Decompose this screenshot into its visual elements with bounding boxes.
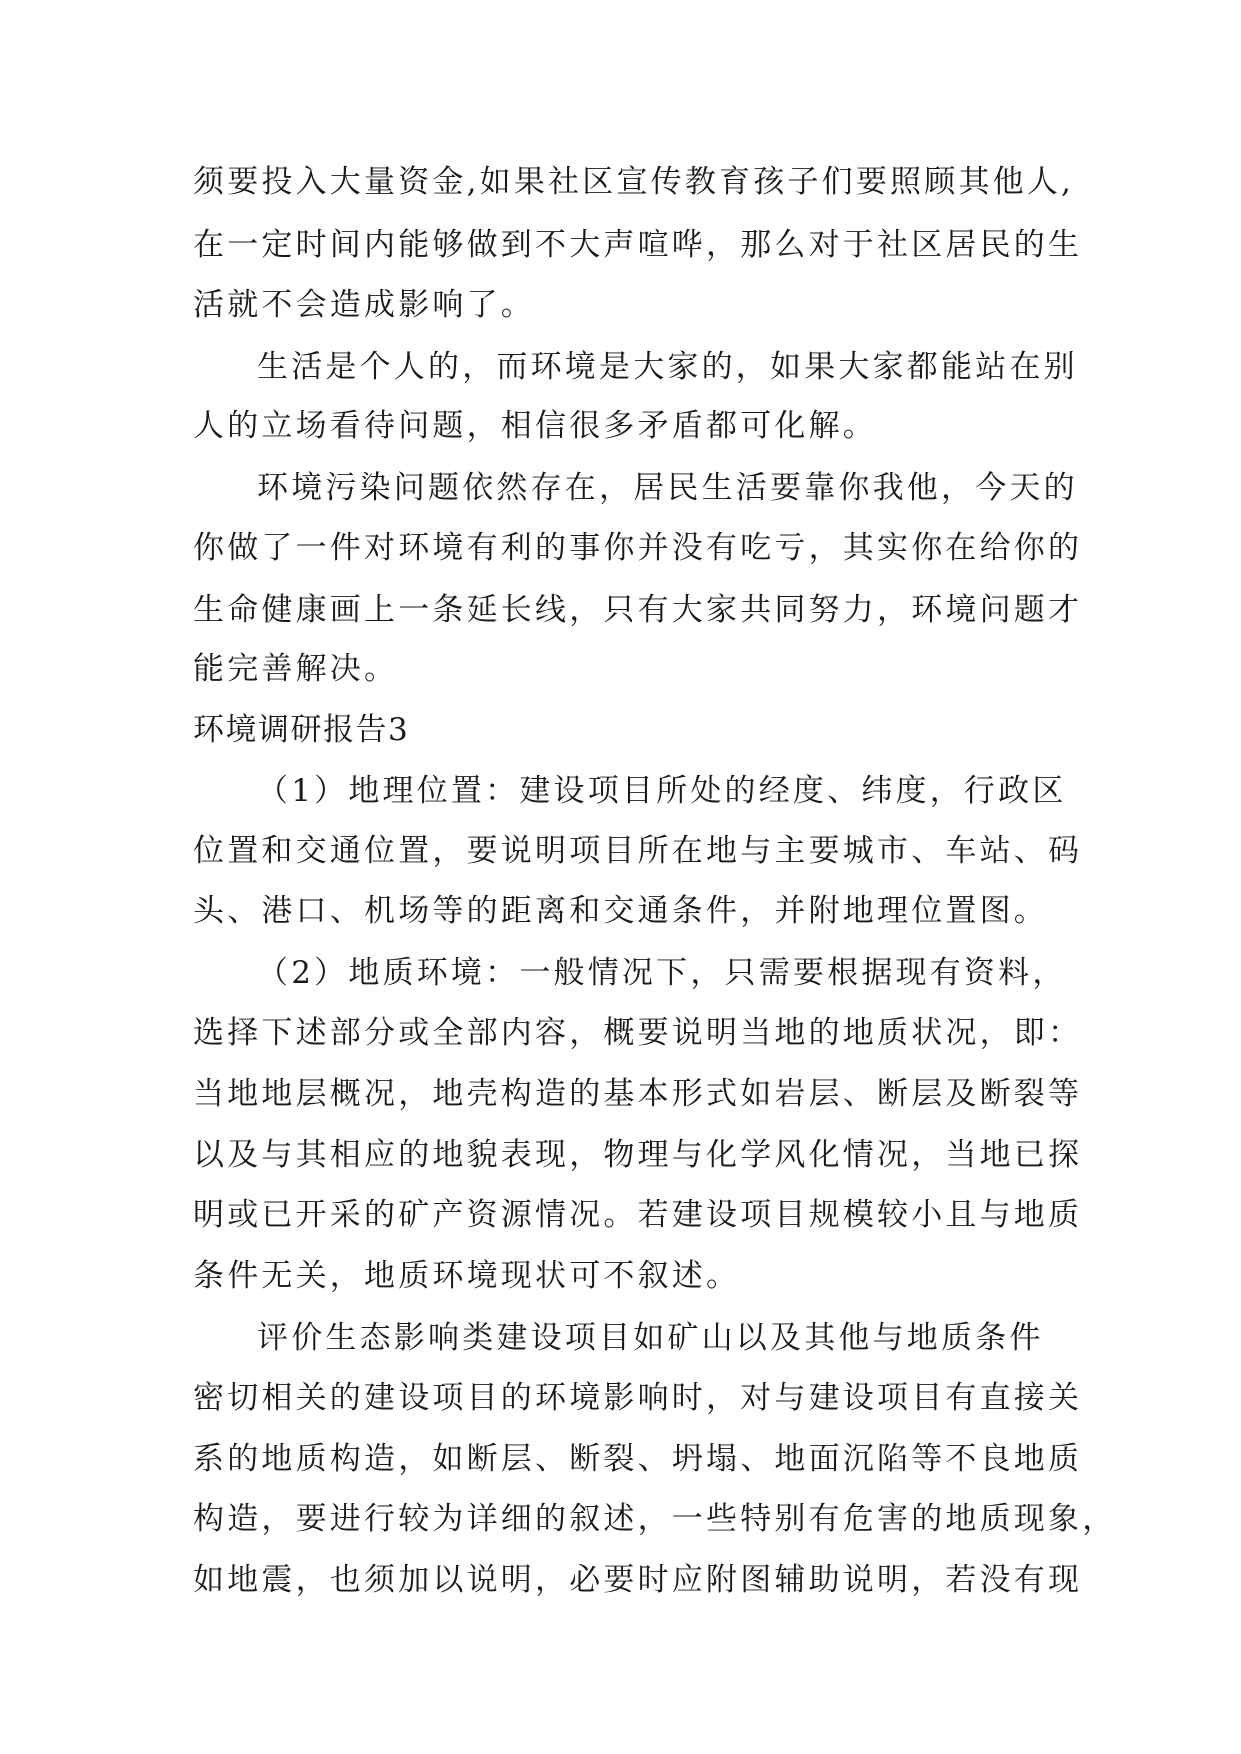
paragraph-first-line: 环境污染问题依然存在，居民生活要靠你我他，今天的 — [257, 470, 1078, 506]
text-line: 如地震，也须加以说明，必要时应附图辅助说明，若没有现 — [193, 1562, 1083, 1598]
text-line: 生命健康画上一条延长线，只有大家共同努力，环境问题才 — [193, 592, 1083, 628]
text-line: 在一定时间内能够做到不大声喧哗，那么对于社区居民的生 — [193, 227, 1083, 263]
text-line: 能完善解决。 — [193, 651, 399, 687]
text-line: 密切相关的建设项目的环境影响时，对与建设项目有直接关 — [193, 1380, 1083, 1416]
text-line: 人的立场看待问题，相信很多矛盾都可化解。 — [193, 408, 877, 444]
text-line: 你做了一件对环境有利的事你并没有吃亏，其实你在给你的 — [193, 530, 1083, 566]
text-line: 明或已开采的矿产资源情况。若建设项目规模较小且与地质 — [193, 1197, 1083, 1233]
text-line: 当地地层概况，地壳构造的基本形式如岩层、断层及断裂等 — [193, 1076, 1083, 1112]
text-line: 构造，要进行较为详细的叙述，一些特别有危害的地质现象， — [193, 1501, 1117, 1537]
text-line: 条件无关，地质环境现状可不叙述。 — [193, 1258, 741, 1294]
paragraph-first-line: 生活是个人的，而环境是大家的，如果大家都能站在别 — [257, 349, 1078, 385]
section-heading: 环境调研报告3 — [193, 712, 410, 748]
paragraph-first-line: 评价生态影响类建设项目如矿山以及其他与地质条件 — [257, 1320, 1044, 1356]
text-line: 活就不会造成影响了。 — [193, 287, 535, 323]
paragraph-first-line: （1）地理位置：建设项目所处的经度、纬度，行政区 — [257, 773, 1067, 809]
text-line: 头、港口、机场等的距离和交通条件，并附地理位置图。 — [193, 893, 1048, 929]
paragraph-first-line: （2）地质环境：一般情况下，只需要根据现有资料， — [257, 955, 1067, 991]
text-line: 以及与其相应的地貌表现，物理与化学风化情况，当地已探 — [193, 1137, 1083, 1173]
text-line: 选择下述部分或全部内容，概要说明当地的地质状况，即： — [193, 1015, 1083, 1051]
text-line: 系的地质构造，如断层、断裂、坍塌、地面沉陷等不良地质 — [193, 1441, 1083, 1477]
text-line: 须要投入大量资金,如果社区宣传教育孩子们要照顾其他人, — [193, 164, 1075, 200]
text-line: 位置和交通位置，要说明项目所在地与主要城市、车站、码 — [193, 833, 1083, 869]
